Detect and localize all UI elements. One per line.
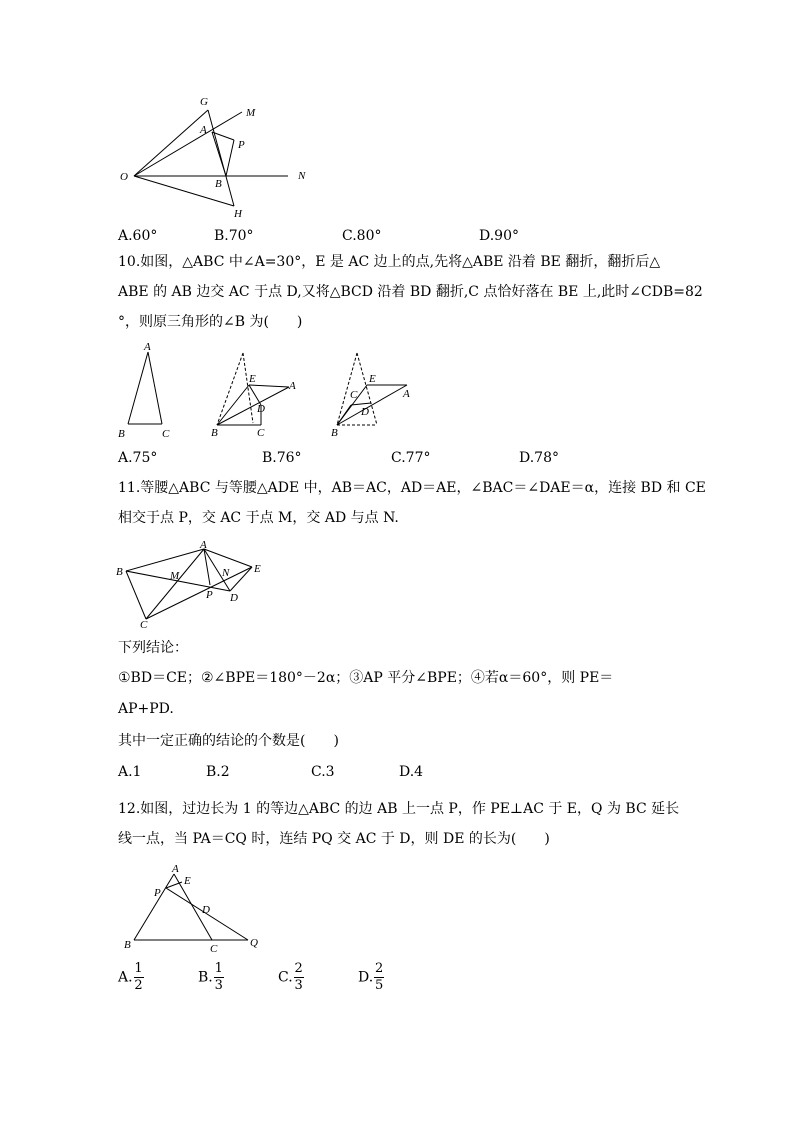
q12-option-b-numerator: 1	[214, 961, 223, 976]
q11-label-P: P	[206, 589, 213, 601]
q12-option-d-numerator: 2	[375, 961, 384, 976]
q11-conclusions-title: 下列结论：	[118, 640, 188, 656]
q12-option-b-denominator: 3	[214, 978, 223, 993]
q9-option-b: B.70°	[214, 228, 254, 244]
q12-option-d-fraction	[374, 962, 384, 993]
q10-fig1-label-C: C	[162, 428, 170, 440]
q9-option-a: A.60°	[118, 228, 158, 244]
q12-text-line-2: 线一点，当 PA＝CQ 时，连结 PQ 交 AC 于 D，则 DE 的长为( )	[118, 831, 550, 847]
q9-figure	[112, 90, 322, 225]
q12-option-b-fraction	[214, 962, 224, 993]
q12-option-a	[118, 962, 144, 993]
q12-option-c	[278, 962, 304, 993]
q11-ask: 其中一定正确的结论的个数是( )	[118, 733, 339, 749]
q10-fig3-label-C: C	[350, 389, 358, 401]
q11-option-d: D.4	[399, 764, 424, 780]
q10-fig2-label-E: E	[249, 373, 256, 385]
q11-figure	[112, 535, 272, 630]
q11-conclusions-line-2: AP+PD.	[118, 701, 174, 717]
q12-label-B: B	[124, 939, 131, 951]
q11-label-D: D	[230, 592, 238, 604]
q11-option-c: C.3	[311, 764, 335, 780]
q9-option-d: D.90°	[479, 228, 519, 244]
q10-option-c: C.77°	[391, 450, 431, 466]
q11-label-N: N	[222, 567, 230, 579]
q12-option-b-letter: B.	[198, 969, 213, 986]
q12-text-line-1: 12.如图，过边长为 1 的等边△ABC 的边 AB 上一点 P，作 PE⊥AC 于 E，Q 为 BC 延长	[118, 801, 680, 817]
q12-figure	[112, 860, 272, 955]
q12-label-A: A	[172, 863, 179, 875]
q12-option-a-denominator: 2	[134, 978, 143, 993]
q10-option-d: D.78°	[519, 450, 559, 466]
q10-figure-2	[205, 345, 305, 440]
q11-label-E: E	[254, 563, 261, 575]
q10-fig1-label-A: A	[144, 341, 151, 353]
q11-label-C: C	[140, 619, 148, 630]
q10-fig3-label-A: A	[403, 388, 410, 400]
q10-fig3-label-E: E	[369, 373, 376, 385]
q10-fig2-label-D: D	[257, 403, 265, 415]
q10-fig2-label-A: A	[289, 380, 296, 392]
q12-option-d-denominator: 5	[375, 978, 384, 993]
q9-label-A: A	[200, 124, 207, 136]
q12-option-a-numerator: 1	[134, 961, 143, 976]
q9-label-N: N	[298, 170, 306, 182]
q10-fig3-label-D: D	[361, 406, 369, 418]
q12-label-Q: Q	[250, 937, 258, 949]
q11-conclusions-line-1: ①BD＝CE；②∠BPE＝180°－2α；③AP 平分∠BPE；④若α＝60°，则 PE＝	[118, 670, 614, 686]
q12-label-P: P	[154, 887, 161, 899]
q12-option-a-fraction	[134, 962, 144, 993]
q12-option-c-letter: C.	[278, 969, 293, 986]
q10-text-line-2: ABE 的 AB 边交 AC 于点 D,又将△BCD 沿着 BD 翻折,C 点恰好落在 BE 上,此时∠CDB=82	[118, 284, 703, 300]
q10-fig2-label-B: B	[211, 427, 218, 439]
q9-label-G: G	[200, 96, 208, 108]
q10-text-line-1: 10.如图，△ABC 中∠A=30°，E 是 AC 边上的点,先将△ABE 沿着 BE 翻折，翻折后△	[118, 254, 661, 270]
q12-label-D: D	[202, 904, 210, 916]
q11-label-M: M	[170, 570, 180, 582]
q12-option-d	[358, 962, 384, 993]
q9-label-O: O	[120, 171, 128, 183]
q11-text-line-1: 11.等腰△ABC 与等腰△ADE 中，AB＝AC，AD＝AE，∠BAC＝∠DAE＝α，连接 BD 和 CE	[118, 480, 706, 496]
q11-label-B: B	[116, 566, 123, 578]
q9-label-P: P	[238, 139, 245, 151]
q10-option-a: A.75°	[118, 450, 158, 466]
q12-option-a-letter: A.	[118, 969, 133, 986]
q12-option-c-denominator: 3	[294, 978, 303, 993]
q9-label-B: B	[215, 178, 222, 190]
q10-fig3-label-B: B	[331, 427, 338, 439]
q12-option-b	[198, 962, 224, 993]
q9-label-H: H	[234, 208, 242, 220]
q10-option-b: B.76°	[262, 450, 302, 466]
q12-label-C: C	[210, 943, 218, 955]
q10-fig2-label-C: C	[257, 427, 265, 439]
q12-option-d-letter: D.	[358, 969, 374, 986]
q10-figure-3	[325, 345, 425, 440]
q9-label-M: M	[246, 107, 256, 119]
q12-option-c-fraction	[294, 962, 304, 993]
q11-text-line-2: 相交于点 P，交 AC 于点 M，交 AD 与点 N.	[118, 510, 399, 526]
q10-text-line-3: °，则原三角形的∠B 为( )	[118, 314, 303, 330]
q10-figure-1	[112, 340, 182, 440]
q11-label-A: A	[200, 539, 207, 551]
q12-option-c-numerator: 2	[294, 961, 303, 976]
q12-label-E: E	[184, 875, 191, 887]
q9-option-c: C.80°	[342, 228, 382, 244]
q10-fig1-label-B: B	[118, 428, 125, 440]
q11-option-b: B.2	[206, 764, 230, 780]
q11-option-a: A.1	[118, 764, 142, 780]
